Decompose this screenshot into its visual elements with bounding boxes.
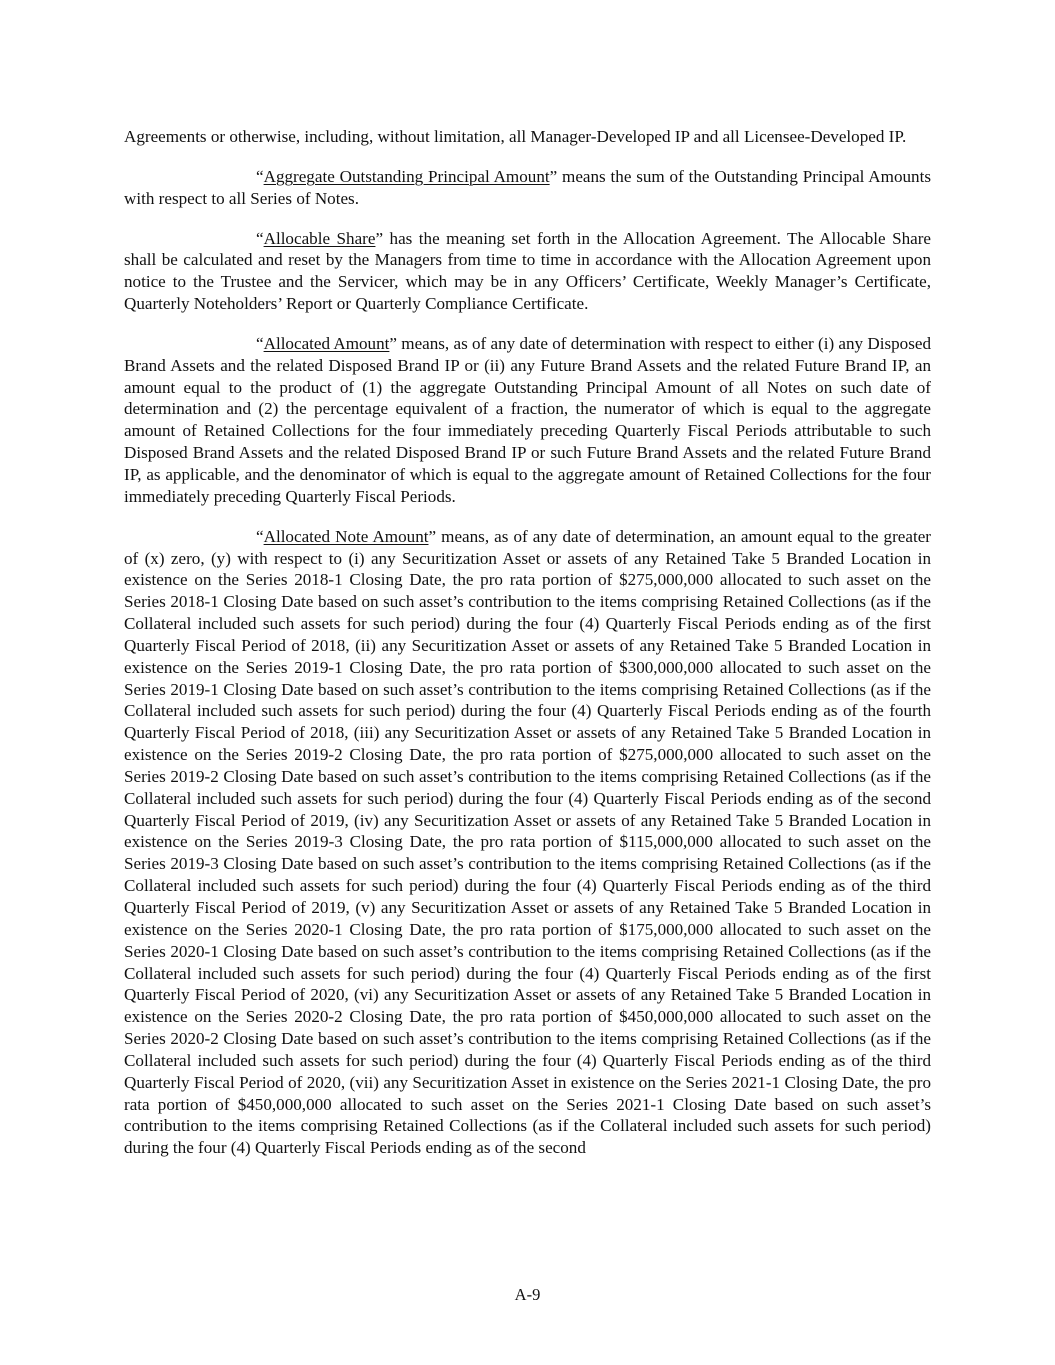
definition-allocated-amount xyxy=(124,333,931,508)
definition-body: ” means, as of any date of determination, an amount equal to the greater of (x) zero, (y) with respect to (i) any Securitization Asset or assets of any Retained Take 5 Branded Location in existence on the Series 2018-1 Closing Date, the pro rata portion of $275,000,000 allocated to such asset on the Series 2018-1 Closing Date based on such asset’s contribution to the items comprising Retained Collections (as if the Collateral included such assets for such period) during the four (4) Quarterly Fiscal Periods ending as of the first Quarterly Fiscal Period of 2018, (ii) any Securitization Asset or assets of any Retained Take 5 Branded Location in existence on the Series 2019-1 Closing Date, the pro rata portion of $300,000,000 allocated to such asset on the Series 2019-1 Closing Date based on such asset’s contribution to the items comprising Retained Collections (as if the Collateral included such assets for such period) during the four (4) Quarterly Fiscal Periods ending as of the fourth Quarterly Fiscal Period of 2018, (iii) any Securitization Asset or assets of any Retained Take 5 Branded Location in existence on the Series 2019-2 Closing Date, the pro rata portion of $275,000,000 allocated to such asset on the Series 2019-2 Closing Date based on such asset’s contribution to the items comprising Retained Collections (as if the Collateral included such assets for such period) during the four (4) Quarterly Fiscal Periods ending as of the second Quarterly Fiscal Period of 2019, (iv) any Securitization Asset or assets of any Retained Take 5 Branded Location in existence on the Series 2019-3 Closing Date, the pro rata portion of $115,000,000 allocated to such asset on the Series 2019-3 Closing Date based on such asset’s contribution to the items comprising Retained Collections (as if the Collateral included such assets for such period) during the four (4) Quarterly Fiscal Periods ending as of the third Quarterly Fiscal Period of 2019, (v) any Securitization Asset or assets of any Retained Take 5 Branded Location in existence on the Series 2020-1 Closing Date, the pro rata portion of $175,000,000 allocated to such asset on the Series 2020-1 Closing Date based on such asset’s contribution to the items comprising Retained Collections (as if the Collateral included such assets for such period) during the four (4) Quarterly Fiscal Periods ending as of the first Quarterly Fiscal Period of 2020, (vi) any Securitization Asset or assets of any Retained Take 5 Branded Location in existence on the Series 2020-2 Closing Date, the pro rata portion of $450,000,000 allocated to such asset on the Series 2020-2 Closing Date based on such asset’s contribution to the items comprising Retained Collections (as if the Collateral included such assets for such period) during the four (4) Quarterly Fiscal Periods ending as of the third Quarterly Fiscal Period of 2020, (vii) any Securitization Asset in existence on the Series 2021-1 Closing Date, the pro rata portion of $450,000,000 allocated to such asset on the Series 2021-1 Closing Date based on such asset’s contribution to the items comprising Retained Collections (as if the Collateral included such assets for such period) during the four (4) Quarterly Fiscal Periods ending as of the second xyxy=(124,526,931,1158)
definition-aggregate-outstanding-principal-amount xyxy=(124,166,931,210)
defined-term: Allocated Amount xyxy=(263,333,390,353)
definition-body: ” has the meaning set forth in the Allocation Agreement. The Allocable Share shall be calculated and reset by the Managers from time to time in accordance with the Allocation Agreement upon notice to the Trustee and the Servicer, which may be in any Officers’ Certificate, Weekly Manager’s Certificate, Quarterly Noteholders’ Report or Quarterly Compliance Certificate. xyxy=(124,228,931,314)
definition-allocable-share xyxy=(124,228,931,315)
defined-term: Allocated Note Amount xyxy=(263,526,429,546)
open-quote: “ xyxy=(256,228,264,248)
definition-body: ” means, as of any date of determination with respect to either (i) any Disposed Brand Assets and the related Disposed Brand IP or (ii) any Future Brand Assets and the related Future Brand IP, an amount equal to the product of (1) the aggregate Outstanding Principal Amount of all Notes on such date of determination and (2) the percentage equivalent of a fraction, the numerator of which is equal to the aggregate amount of Retained Collections for the four immediately preceding Quarterly Fiscal Periods attributable to such Disposed Brand Assets and the related Disposed Brand IP or such Future Brand Assets and the related Future Brand IP, as applicable, and the denominator of which is equal to the aggregate amount of Retained Collections for the four immediately preceding Quarterly Fiscal Periods. xyxy=(124,333,932,506)
defined-term: Aggregate Outstanding Principal Amount xyxy=(263,166,550,186)
definition-allocated-note-amount xyxy=(124,526,931,1159)
document-body xyxy=(124,126,931,1177)
open-quote: “ xyxy=(256,166,264,186)
paragraph-body: Agreements or otherwise, including, without limitation, all Manager-Developed IP and all Licensee-Developed IP. xyxy=(124,127,907,146)
continuation-paragraph xyxy=(124,126,931,148)
open-quote: “ xyxy=(256,333,264,353)
page-number: A-9 xyxy=(514,1285,541,1304)
open-quote: “ xyxy=(256,526,264,546)
definition-body: ” means the sum of the Outstanding Principal Amounts with respect to all Series of Notes. xyxy=(124,166,931,208)
defined-term: Allocable Share xyxy=(263,228,376,248)
